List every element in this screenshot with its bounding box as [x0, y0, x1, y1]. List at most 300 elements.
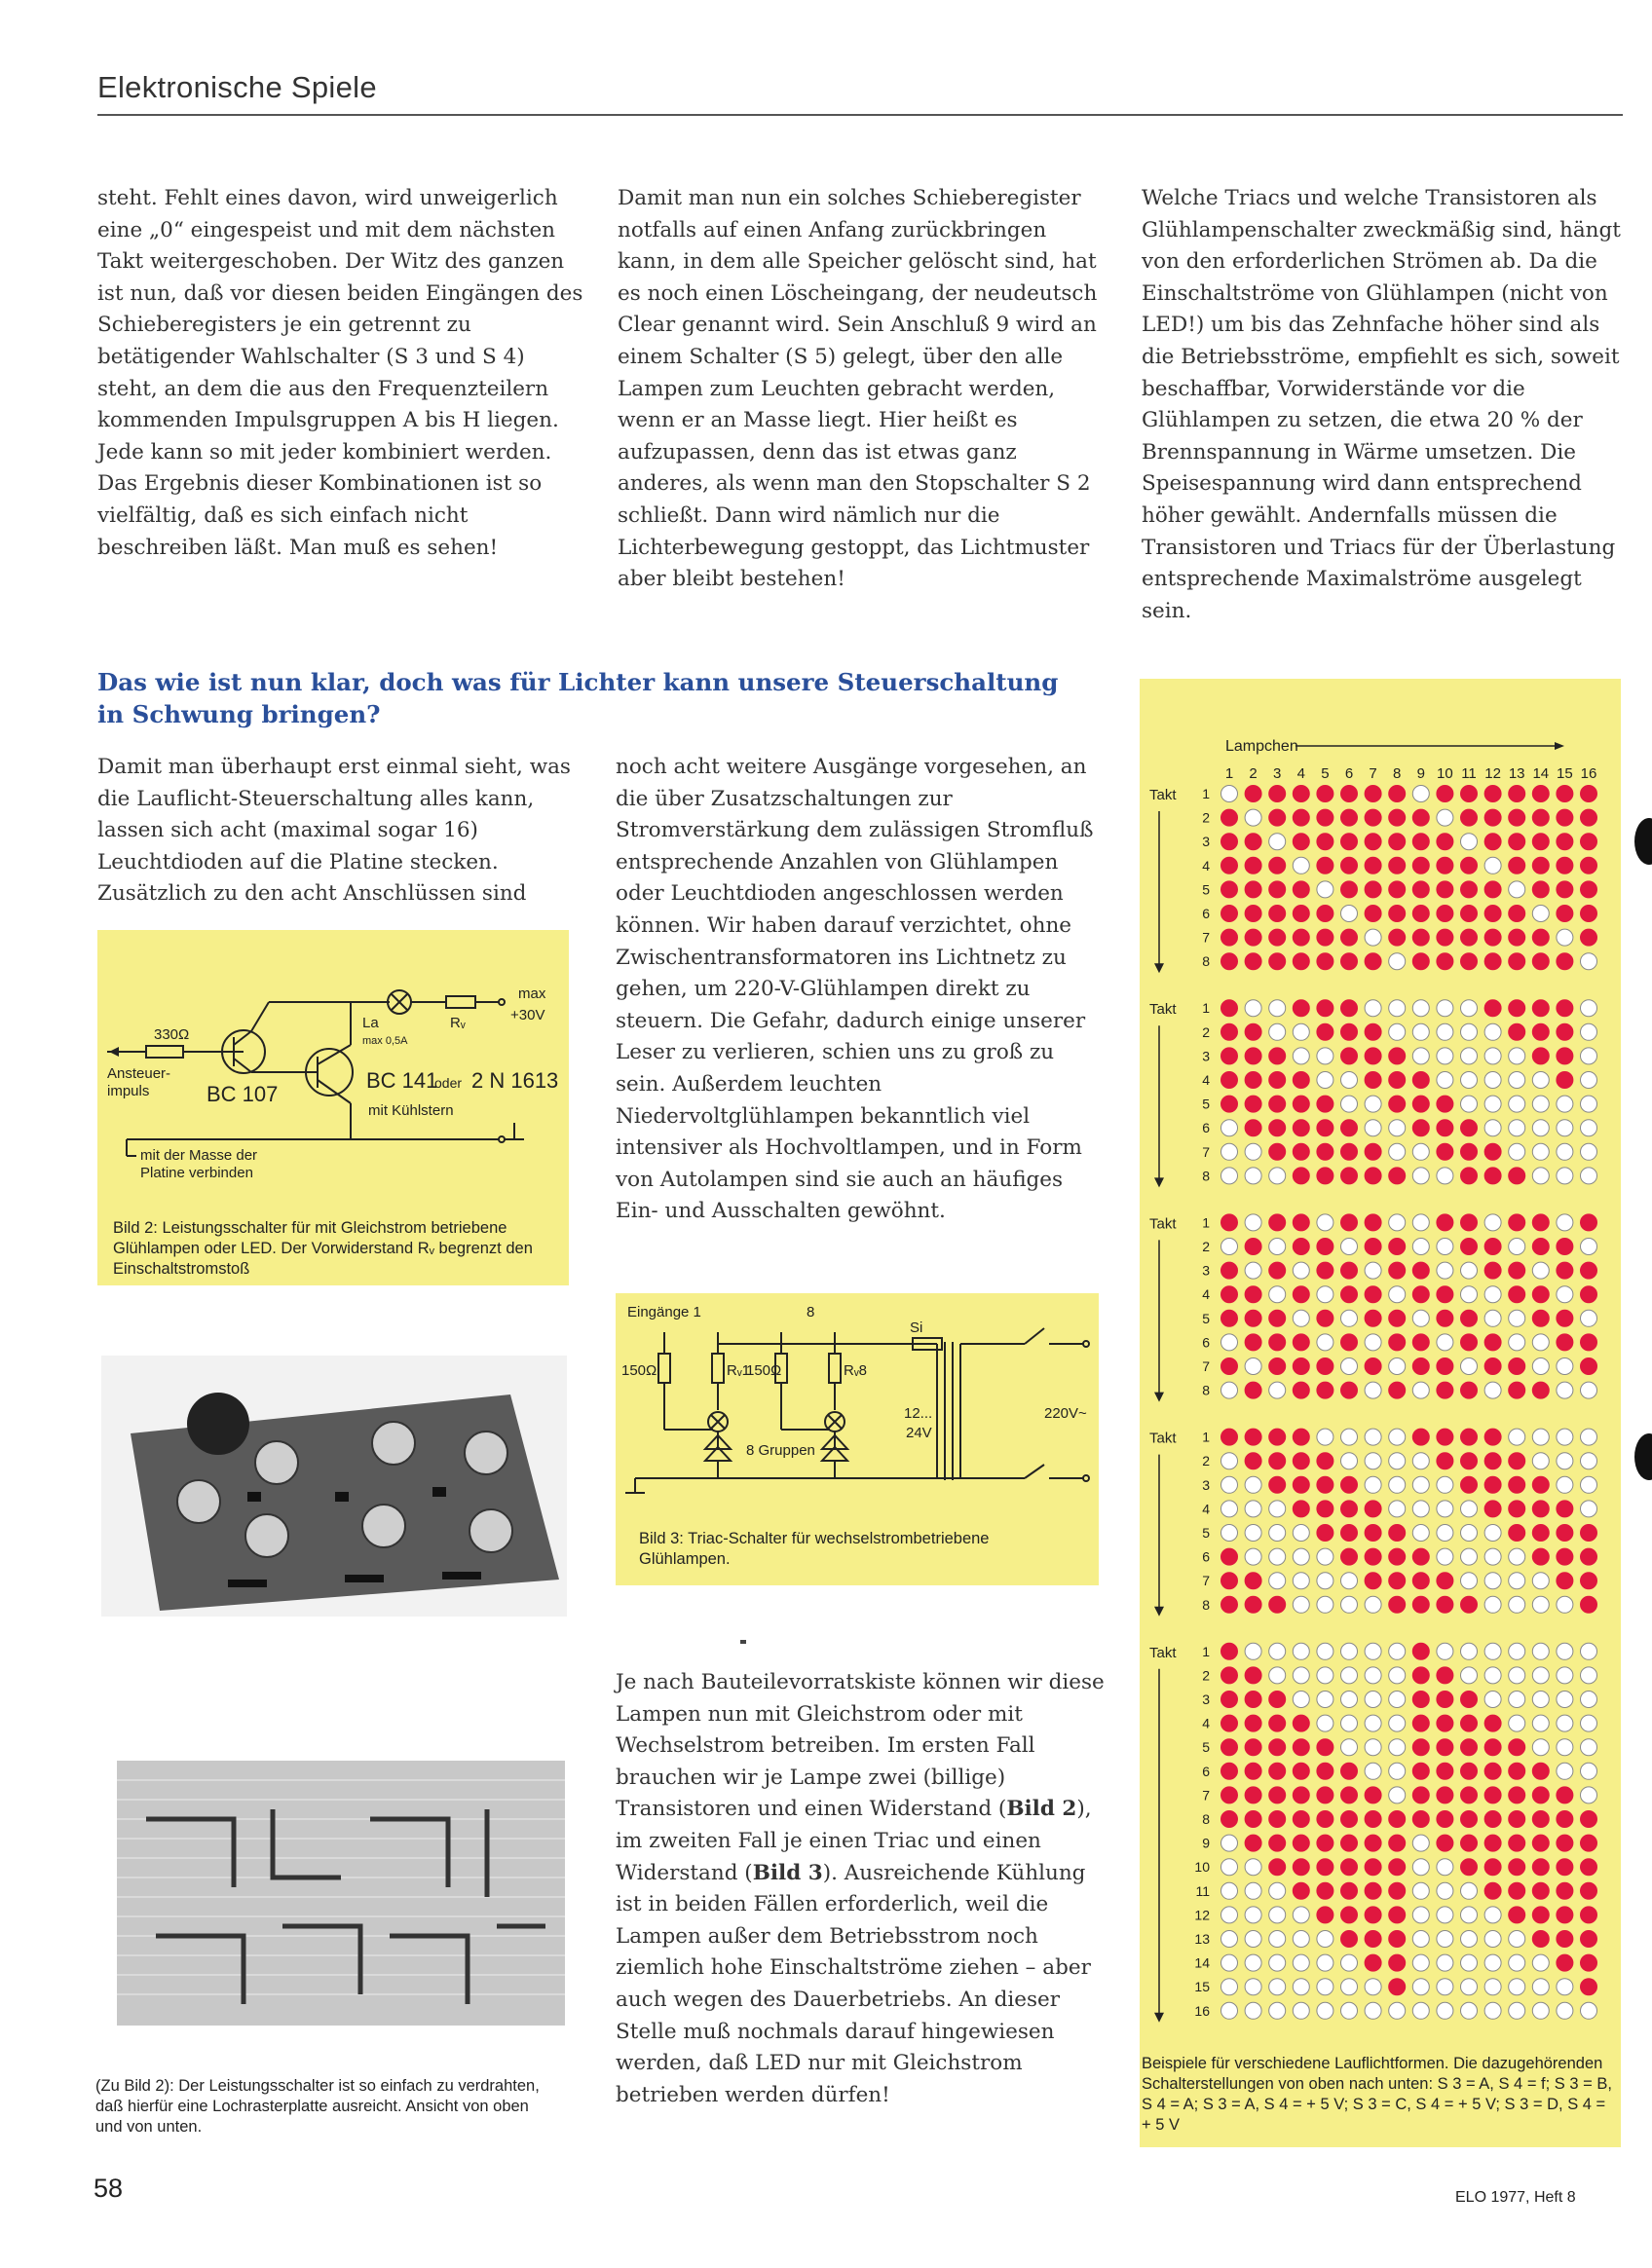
text-run: ), im zweiten Fall je einen Triac und einen Widerstand (	[616, 1797, 1092, 1885]
lamp-off	[1389, 953, 1406, 970]
lamp-on	[1317, 1262, 1333, 1279]
lamp-on	[1389, 1835, 1406, 1851]
lamp-on	[1532, 1501, 1549, 1517]
lamp-on	[1293, 906, 1309, 922]
takt-row-number: 6	[1202, 906, 1210, 921]
lamp-off	[1557, 1120, 1573, 1136]
lamp-on	[1389, 1882, 1406, 1899]
lamp-on	[1317, 1739, 1333, 1756]
lamp-off	[1389, 1143, 1406, 1160]
lamp-off	[1269, 1643, 1286, 1659]
lamp-off	[1317, 2002, 1333, 2019]
lamp-on	[1509, 1811, 1525, 1828]
lamp-off	[1557, 1382, 1573, 1398]
lamp-on	[1245, 1573, 1261, 1589]
lamp-off	[1317, 1048, 1333, 1064]
lamp-on	[1293, 1358, 1309, 1375]
lamp-off	[1532, 1573, 1549, 1589]
lamp-off	[1221, 1907, 1238, 1923]
lamp-off	[1269, 1931, 1286, 1948]
lamp-off	[1389, 1667, 1406, 1684]
lamp-off	[1412, 1048, 1429, 1064]
lamp-on	[1221, 953, 1238, 970]
lamp-off	[1437, 1023, 1453, 1040]
lamp-off	[1317, 1596, 1333, 1613]
takt-row-number: 1	[1202, 1429, 1210, 1445]
lamp-on	[1341, 1859, 1358, 1876]
lamp-off	[1389, 1429, 1406, 1445]
lamp-on	[1365, 1548, 1381, 1565]
lamp-off	[1317, 1692, 1333, 1708]
lamp-on	[1581, 834, 1597, 850]
lamp-off	[1532, 1143, 1549, 1160]
lamp-off	[1221, 2002, 1238, 2019]
lamp-on	[1581, 1334, 1597, 1351]
lamp-on	[1509, 1763, 1525, 1779]
lamp-on	[1557, 881, 1573, 898]
lamp-off	[1245, 1000, 1261, 1017]
lamp-off	[1317, 1214, 1333, 1231]
lamp-off	[1317, 1979, 1333, 1995]
lamp-off	[1317, 1715, 1333, 1731]
lamp-on	[1341, 1835, 1358, 1851]
lamp-on	[1365, 1239, 1381, 1255]
lamp-on	[1389, 1596, 1406, 1613]
lamp-on	[1341, 857, 1358, 874]
lamp-off	[1389, 1453, 1406, 1469]
lamp-on	[1484, 1262, 1501, 1279]
lamp-on	[1317, 1096, 1333, 1112]
lamp-off	[1412, 1310, 1429, 1326]
lamp-on	[1532, 1859, 1549, 1876]
lamp-on	[1461, 1143, 1478, 1160]
lamp-off	[1509, 1667, 1525, 1684]
lamp-off	[1532, 1262, 1549, 1279]
takt-label: Takt	[1149, 787, 1177, 803]
lamp-on	[1412, 1667, 1429, 1684]
lamp-on	[1365, 1358, 1381, 1375]
lamp-number-label: 15	[1557, 765, 1573, 782]
lamp-on	[1557, 1310, 1573, 1326]
lamp-off	[1365, 2002, 1381, 2019]
takt-row-number: 16	[1194, 2002, 1210, 2019]
lamp-on	[1581, 1358, 1597, 1375]
lamp-on	[1461, 1453, 1478, 1469]
lamp-on	[1269, 1739, 1286, 1756]
lamp-off	[1221, 1954, 1238, 1971]
lamp-on	[1365, 786, 1381, 802]
lamp-off	[1341, 1715, 1358, 1731]
lamp-on	[1221, 1763, 1238, 1779]
lamp-number-label: 1	[1224, 765, 1234, 782]
lamp-on	[1581, 881, 1597, 898]
lamp-on	[1557, 1048, 1573, 1064]
lamp-off	[1484, 1120, 1501, 1136]
lamp-off	[1437, 1168, 1453, 1184]
lamp-on	[1269, 1429, 1286, 1445]
lamp-on	[1365, 809, 1381, 826]
takt-arrow-head	[1154, 963, 1164, 973]
lamp-off	[1437, 1907, 1453, 1923]
lamp-off	[1509, 881, 1525, 898]
lamp-on	[1389, 1548, 1406, 1565]
lamp-on	[1437, 786, 1453, 802]
lamp-on	[1365, 1286, 1381, 1303]
lamp-off	[1389, 1692, 1406, 1708]
lamp-on	[1557, 857, 1573, 874]
lamp-on	[1389, 1048, 1406, 1064]
lamp-off	[1581, 1120, 1597, 1136]
lamp-off	[1317, 1573, 1333, 1589]
lamp-on	[1389, 1334, 1406, 1351]
lamp-pattern-grid	[1140, 679, 1621, 2050]
lamp-on	[1437, 1358, 1453, 1375]
takt-row-number: 5	[1202, 1310, 1210, 1326]
lamp-on	[1437, 857, 1453, 874]
takt-row-number: 2	[1202, 809, 1210, 826]
lamp-on	[1269, 1143, 1286, 1160]
lamp-on	[1293, 1000, 1309, 1017]
lamp-on	[1557, 1525, 1573, 1542]
lamp-on	[1317, 1120, 1333, 1136]
lamp-on	[1437, 1739, 1453, 1756]
lamp-off	[1557, 1358, 1573, 1375]
lamp-on	[1557, 1023, 1573, 1040]
takt-row-number: 13	[1194, 1931, 1210, 1947]
lamp-off	[1412, 1453, 1429, 1469]
takt-arrow-head	[1154, 1607, 1164, 1617]
lamp-on	[1412, 1429, 1429, 1445]
lamp-on	[1484, 1143, 1501, 1160]
lamp-off	[1581, 1667, 1597, 1684]
lamp-off	[1532, 1429, 1549, 1445]
lamp-off	[1461, 1000, 1478, 1017]
lamp-on	[1245, 1310, 1261, 1326]
lamp-on	[1341, 1334, 1358, 1351]
lamp-on	[1509, 1501, 1525, 1517]
lamp-off	[1293, 857, 1309, 874]
lamp-on	[1461, 1811, 1478, 1828]
lamp-off	[1341, 1979, 1358, 1995]
lamp-on	[1221, 1023, 1238, 1040]
lamp-off	[1389, 1476, 1406, 1493]
lamp-on	[1293, 786, 1309, 802]
takt-row-number: 8	[1202, 1168, 1210, 1184]
takt-row-number: 7	[1202, 1573, 1210, 1589]
takt-row-number: 5	[1202, 1525, 1210, 1541]
lamp-off	[1581, 953, 1597, 970]
lamp-off	[1412, 786, 1429, 802]
lamp-on	[1269, 1358, 1286, 1375]
lamp-on	[1484, 1168, 1501, 1184]
lamp-on	[1461, 1429, 1478, 1445]
label-bc107: BC 107	[206, 1082, 279, 1106]
lamp-on	[1412, 1643, 1429, 1659]
lamp-on	[1412, 953, 1429, 970]
lamp-on	[1365, 1573, 1381, 1589]
lamp-off	[1509, 1310, 1525, 1326]
takt-row-number: 15	[1194, 1979, 1210, 1995]
lamp-on	[1484, 1453, 1501, 1469]
lamp-on	[1557, 1835, 1573, 1851]
lamp-off	[1581, 1310, 1597, 1326]
lamp-off	[1341, 1429, 1358, 1445]
lamp-off	[1365, 929, 1381, 946]
photo-caption: (Zu Bild 2): Der Leistungsschalter ist so einfach zu verdrahten, daß hierfür eine Lochrasterplatte ausreicht. Ansicht von oben und von unten.	[95, 2077, 540, 2136]
takt-row-number: 7	[1202, 1787, 1210, 1803]
lamp-on	[1532, 1476, 1549, 1493]
lamp-off	[1221, 1239, 1238, 1255]
lamp-off	[1293, 1573, 1309, 1589]
lamp-off	[1581, 1453, 1597, 1469]
lamp-off	[1269, 1979, 1286, 1995]
lamp-on	[1509, 1835, 1525, 1851]
lamp-on	[1293, 1334, 1309, 1351]
lamp-on	[1437, 953, 1453, 970]
lamp-on	[1509, 1739, 1525, 1756]
lamp-off	[1557, 1763, 1573, 1779]
lamp-off	[1484, 1310, 1501, 1326]
text-column-middle	[616, 752, 1108, 1228]
lamp-off	[1412, 1000, 1429, 1017]
lamp-off	[1557, 1667, 1573, 1684]
lamp-on	[1365, 834, 1381, 850]
lamp-on	[1412, 834, 1429, 850]
lamp-on	[1245, 1048, 1261, 1064]
lamp-on	[1581, 1262, 1597, 1279]
lamp-off	[1412, 1143, 1429, 1160]
label-220v: 220V~	[1044, 1405, 1087, 1422]
lamp-on	[1317, 1358, 1333, 1375]
lamp-on	[1365, 1787, 1381, 1803]
lamp-number-label: 12	[1484, 765, 1501, 782]
lamp-on	[1484, 1763, 1501, 1779]
takt-row-number: 1	[1202, 786, 1210, 801]
lamp-on	[1269, 1120, 1286, 1136]
lamp-on	[1221, 1310, 1238, 1326]
lamp-off	[1365, 1453, 1381, 1469]
figure-3-schematic	[616, 1293, 1099, 1507]
lamp-off	[1484, 1667, 1501, 1684]
takt-row-number: 3	[1202, 1048, 1210, 1064]
lamp-on	[1461, 1715, 1478, 1731]
takt-row-number: 4	[1202, 1715, 1210, 1731]
label-max05: max 0,5A	[362, 1035, 408, 1047]
lamp-on	[1245, 1787, 1261, 1803]
lamp-on	[1437, 1453, 1453, 1469]
lamp-off	[1221, 1882, 1238, 1899]
lamp-on	[1269, 786, 1286, 802]
lamp-on	[1221, 1358, 1238, 1375]
label-max: max	[518, 985, 546, 1002]
lamp-on	[1557, 953, 1573, 970]
lamp-off	[1509, 1143, 1525, 1160]
lamp-on	[1365, 857, 1381, 874]
lamp-off	[1437, 1501, 1453, 1517]
lamp-off	[1437, 1931, 1453, 1948]
lamp-off	[1532, 2002, 1549, 2019]
lamp-off	[1461, 1573, 1478, 1589]
takt-row-number: 5	[1202, 1096, 1210, 1112]
lamp-off	[1341, 1596, 1358, 1613]
lamp-off	[1484, 1573, 1501, 1589]
label-la: La	[362, 1015, 379, 1031]
lamp-on	[1293, 1882, 1309, 1899]
lamp-off	[1581, 2002, 1597, 2019]
lamp-off	[1484, 1382, 1501, 1398]
lamp-off	[1365, 1643, 1381, 1659]
lamp-off	[1389, 1286, 1406, 1303]
lamp-on	[1509, 857, 1525, 874]
lamp-off	[1532, 1453, 1549, 1469]
lamp-on	[1365, 953, 1381, 970]
lamp-off	[1412, 1931, 1429, 1948]
lamp-on	[1532, 1023, 1549, 1040]
lamp-off	[1293, 1525, 1309, 1542]
lamp-off	[1484, 1907, 1501, 1923]
lamp-off	[1437, 1643, 1453, 1659]
paragraph: Damit man nun ein solches Schieberegister notfalls auf einen Anfang zurückbringen kann, in dem alle Speicher gelöscht sind, hat es noch einen Löscheingang, der neudeutsch Clear genannt wird. Sein Anschluß 9 wird an einem Schalter (S 5) gelegt, über den alle Lampen zum Leuchten gebracht werden, wenn er an Masse liegt. Hier heißt es aufzupassen, denn das ist etwas ganz anderes, als wenn man den Stopschalter S 2 schließt. Dann wird nämlich nur die Lichterbewegung gestoppt, das Lichtmuster aber bleibt bestehen!	[618, 186, 1098, 592]
lamp-on	[1484, 953, 1501, 970]
takt-row-number: 8	[1202, 1382, 1210, 1398]
lamp-off	[1461, 1979, 1478, 1995]
lamp-off	[1557, 1429, 1573, 1445]
lamp-off	[1245, 1476, 1261, 1493]
lamp-on	[1293, 1476, 1309, 1493]
lamp-on	[1365, 1835, 1381, 1851]
lamp-on	[1221, 1286, 1238, 1303]
figure-3-caption: Bild 3: Triac-Schalter für wechselstrombetriebene Glühlampen.	[639, 1530, 990, 1568]
text-column-2	[618, 183, 1108, 596]
lamp-on	[1245, 1023, 1261, 1040]
lamp-on	[1341, 1907, 1358, 1923]
lamp-off	[1365, 1739, 1381, 1756]
lamp-on	[1341, 1476, 1358, 1493]
lamp-off	[1581, 1048, 1597, 1064]
lamp-off	[1245, 1907, 1261, 1923]
lamp-off	[1461, 2002, 1478, 2019]
lamp-off	[1412, 1835, 1429, 1851]
lamp-on	[1437, 881, 1453, 898]
lamp-on	[1509, 1023, 1525, 1040]
lamp-on	[1532, 1382, 1549, 1398]
takt-label: Takt	[1149, 1430, 1177, 1447]
lamp-off	[1245, 1501, 1261, 1517]
lamp-on	[1389, 786, 1406, 802]
lamp-on	[1317, 1859, 1333, 1876]
lamp-on	[1437, 1310, 1453, 1326]
lamp-off	[1341, 1739, 1358, 1756]
lamp-off	[1509, 1548, 1525, 1565]
lamp-on	[1293, 1787, 1309, 1803]
takt-row-number: 6	[1202, 1120, 1210, 1136]
lamp-on	[1581, 1596, 1597, 1613]
lamp-on	[1581, 1811, 1597, 1828]
takt-row-number: 6	[1202, 1763, 1210, 1779]
lamp-off	[1245, 2002, 1261, 2019]
edge-hole-mark	[1634, 818, 1652, 865]
lamp-on	[1461, 1382, 1478, 1398]
lamp-on	[1581, 1214, 1597, 1231]
takt-row-number: 10	[1194, 1859, 1210, 1876]
lamp-on	[1269, 1334, 1286, 1351]
lamp-off	[1293, 1310, 1309, 1326]
lamp-on	[1341, 1525, 1358, 1542]
lamp-off	[1581, 1476, 1597, 1493]
lamp-on	[1461, 1120, 1478, 1136]
lamp-on	[1365, 1143, 1381, 1160]
takt-row-number: 11	[1195, 1882, 1210, 1899]
lamp-off	[1509, 1692, 1525, 1708]
lamp-on	[1557, 834, 1573, 850]
lamp-on	[1557, 809, 1573, 826]
lamp-on	[1245, 1239, 1261, 1255]
lamp-on	[1221, 881, 1238, 898]
lamp-on	[1461, 1787, 1478, 1803]
lamp-off	[1437, 1954, 1453, 1971]
lamp-on	[1437, 1214, 1453, 1231]
lamp-off	[1412, 1476, 1429, 1493]
lamp-on	[1245, 1120, 1261, 1136]
lamp-on	[1484, 1715, 1501, 1731]
lamp-off	[1509, 1072, 1525, 1089]
lamp-on	[1532, 809, 1549, 826]
takt-row-number: 5	[1202, 881, 1210, 898]
label-ansteuer: Ansteuer-	[107, 1065, 171, 1082]
lamp-on	[1412, 1548, 1429, 1565]
lamp-off	[1221, 786, 1238, 802]
lamp-on	[1509, 1382, 1525, 1398]
figure-2-schematic	[97, 930, 569, 1193]
lamp-on	[1509, 1859, 1525, 1876]
lamp-off	[1245, 1168, 1261, 1184]
lamp-on	[1293, 1859, 1309, 1876]
lamp-off	[1365, 1715, 1381, 1731]
lamp-on	[1461, 1476, 1478, 1493]
lamp-off	[1341, 1310, 1358, 1326]
lamp-on	[1245, 834, 1261, 850]
takt-row-number: 7	[1202, 1143, 1210, 1160]
lamp-on	[1581, 786, 1597, 802]
lamp-off	[1557, 1214, 1573, 1231]
takt-row-number: 7	[1202, 1358, 1210, 1374]
lamp-on	[1412, 857, 1429, 874]
lamp-on	[1581, 1907, 1597, 1923]
lamp-off	[1341, 1239, 1358, 1255]
lamp-off	[1245, 809, 1261, 826]
lamp-on	[1293, 1072, 1309, 1089]
lamp-off	[1245, 1882, 1261, 1899]
lamp-off	[1557, 1143, 1573, 1160]
lamp-on	[1221, 1429, 1238, 1445]
lamp-on	[1557, 1573, 1573, 1589]
lamp-on	[1509, 1286, 1525, 1303]
paragraph: steht. Fehlt eines davon, wird unweigerlich eine „0“ eingespeist und mit dem nächsten Takt weitergeschoben. Der Witz des ganzen ist nun, daß vor diesen beiden Eingängen des Schieberegisters je ein getrennt zu betätigender Wahlschalter (S 3 und S 4) steht, an dem die aus den Frequenzteilern kommenden Impulsgruppen A bis H liegen. Jede kann so mit jeder kombiniert werden. Das Ergebnis dieser Kombinationen ist so vielfältig, daß es sich einfach nicht beschreiben läßt. Man muß es sehen!	[97, 186, 583, 560]
lamp-off	[1557, 1739, 1573, 1756]
lamp-on	[1509, 1882, 1525, 1899]
lamp-number-label: 7	[1369, 765, 1377, 782]
lamp-on	[1341, 1000, 1358, 1017]
lamp-on	[1461, 929, 1478, 946]
lamp-on	[1532, 1286, 1549, 1303]
lamp-on	[1389, 1859, 1406, 1876]
lamp-on	[1581, 1931, 1597, 1948]
lamp-off	[1341, 1667, 1358, 1684]
lamp-off	[1581, 1787, 1597, 1803]
lamp-on	[1484, 834, 1501, 850]
lamp-on	[1221, 1596, 1238, 1613]
lamp-on	[1293, 1501, 1309, 1517]
